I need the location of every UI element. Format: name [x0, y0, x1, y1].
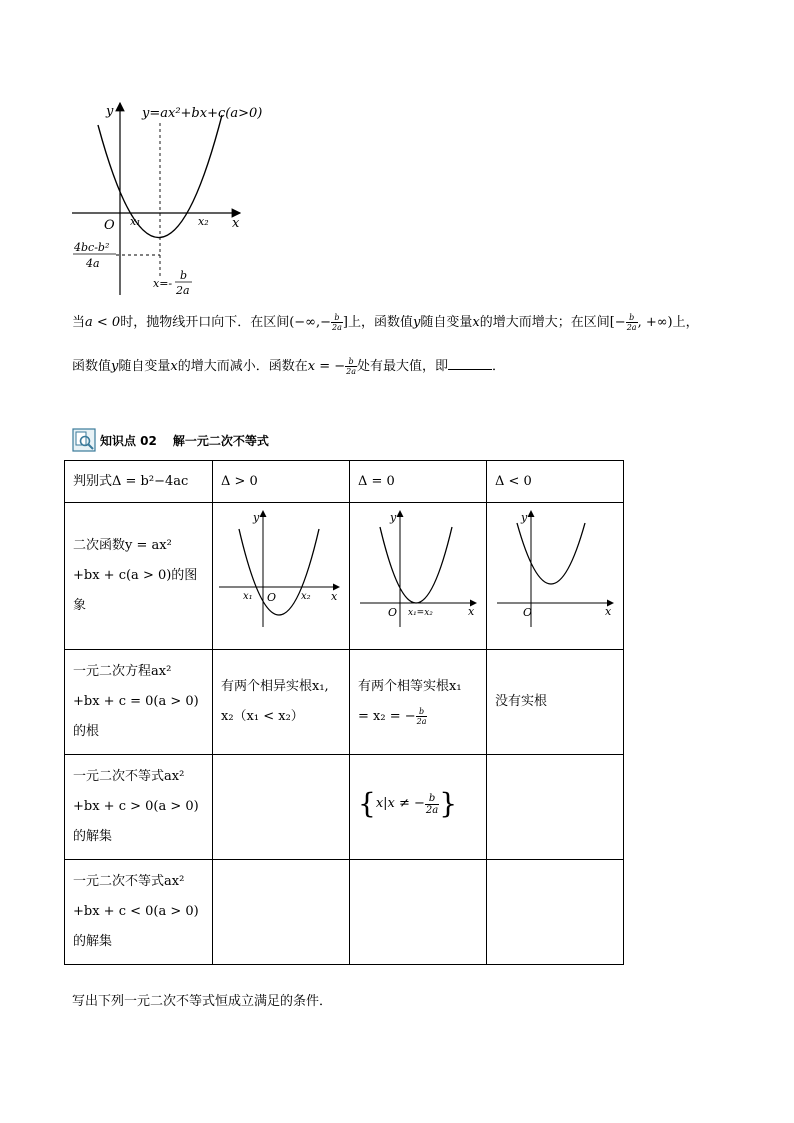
section-title: 解一元二次不等式 [172, 433, 269, 448]
svg-text:x₁=x₂: x₁=x₂ [408, 608, 433, 618]
parabola-graph-two-roots [213, 503, 349, 637]
svg-text:x: x [605, 605, 612, 618]
row3-cell-3[interactable] [487, 755, 624, 860]
paragraph-line-2: 函数值y随自变量x的增大而减小．函数在x = − $\frac{b}{2a}$ 处有最大值，即 ． [72, 357, 506, 376]
table-row-gt [65, 755, 624, 860]
top-parabola-graph [60, 95, 270, 300]
vertex-y-num: 4bc-b² [74, 241, 110, 254]
row2-cell-1: 有两个相异实根x₁, x₂（x₁ < x₂） [213, 650, 350, 755]
section-heading [72, 428, 269, 452]
svg-text:O: O [267, 591, 277, 604]
graph-x2-label: x₂ [198, 215, 209, 228]
row3-cell-1[interactable] [213, 755, 350, 860]
row3-cell-2: { x|x ≠ − $\frac{b}{2a}$ } [350, 755, 487, 860]
row4-cell-1[interactable] [213, 860, 350, 965]
table-row-lt [65, 860, 624, 965]
footer-text: 写出下列一元二次不等式恒成立满足的条件． [72, 994, 333, 1009]
vertex-x-num: b [180, 269, 188, 282]
svg-text:x: x [331, 590, 338, 603]
vertex-x-prefix: x=- [153, 277, 173, 290]
header-delta-positive: Δ > 0 [213, 461, 350, 503]
svg-text:x₂: x₂ [301, 591, 311, 602]
parabola-graph-no-root [487, 503, 623, 637]
svg-text:x: x [468, 605, 475, 618]
answer-blank[interactable] [448, 357, 492, 370]
vertex-x-den: 2a [176, 284, 190, 297]
table-row-roots [65, 650, 624, 755]
svg-text:y: y [390, 511, 397, 524]
graph-cell-3 [487, 503, 624, 650]
knowledge-table [64, 460, 624, 965]
header-discriminant: 判别式Δ = b²−4ac [65, 461, 213, 503]
row1-label: 二次函数y = ax² +bx + c(a > 0)的图 象 [65, 503, 213, 650]
graph-origin-label: O [104, 218, 115, 233]
graph-y-label: y [106, 104, 114, 119]
row4-label: 一元二次不等式ax² +bx + c < 0(a > 0) 的解集 [65, 860, 213, 965]
row4-cell-3[interactable] [487, 860, 624, 965]
svg-text:O: O [523, 606, 533, 619]
table-row-graph [65, 503, 624, 650]
svg-text:y: y [521, 511, 528, 524]
section-number: 知识点 02 [100, 433, 157, 448]
graph-cell-1 [213, 503, 350, 650]
header-delta-zero: Δ = 0 [350, 461, 487, 503]
graph-x1-label: x₁ [130, 215, 141, 228]
row3-label: 一元二次不等式ax² +bx + c > 0(a > 0) 的解集 [65, 755, 213, 860]
vertex-y-den: 4a [86, 257, 100, 270]
svg-text:x₁: x₁ [243, 591, 253, 602]
row4-cell-2[interactable] [350, 860, 487, 965]
parabola-graph-one-root [350, 503, 486, 637]
graph-x-label: x [232, 216, 240, 231]
row2-cell-3: 没有实根 [487, 650, 624, 755]
svg-text:y: y [253, 511, 260, 524]
svg-text:O: O [388, 606, 398, 619]
magnifier-icon [72, 428, 96, 452]
graph-equation: y=ax²+bx+c(a>0) [142, 106, 263, 121]
row2-label: 一元二次方程ax² +bx + c = 0(a > 0) 的根 [65, 650, 213, 755]
paragraph-line-1: 当a < 0时，抛物线开口向下．在区间(−∞,− $\frac{b}{2a}$ ]上，函数值y随自变量x的增大而增大；在区间[− $\frac{b}{2a}$ , +∞)上， [72, 313, 699, 332]
row2-cell-2: 有两个相等实根x₁ = x₂ = − $\frac{b}{2a}$ [350, 650, 487, 755]
graph-cell-2 [350, 503, 487, 650]
table-row-header [65, 461, 624, 503]
header-delta-negative: Δ < 0 [487, 461, 624, 503]
